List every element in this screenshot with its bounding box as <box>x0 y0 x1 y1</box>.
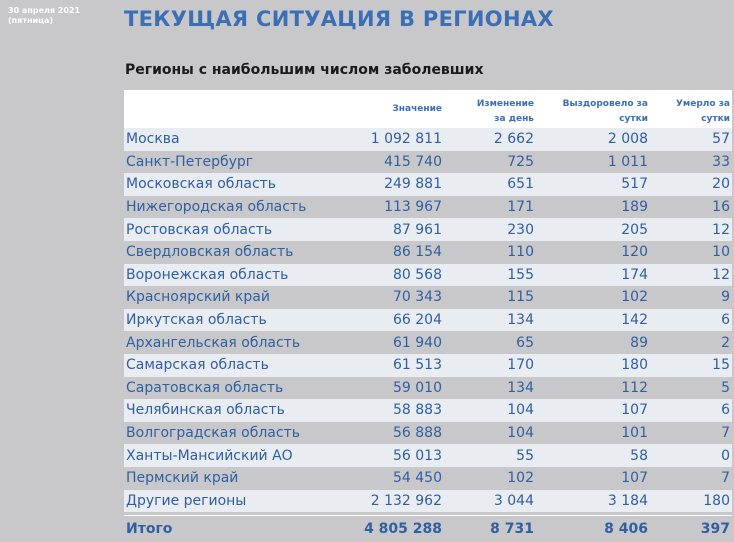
region-name: Санкт-Петербург <box>126 153 254 170</box>
deaths-cell: 57 <box>712 131 730 148</box>
region-name: Другие регионы <box>126 492 247 509</box>
recovered-cell: 101 <box>621 425 648 442</box>
col-header-value: Значение <box>392 104 442 114</box>
table-row <box>124 241 732 264</box>
table-header <box>124 90 732 128</box>
region-name: Челябинская область <box>126 402 285 419</box>
value-cell: 70 343 <box>393 289 442 306</box>
date-label <box>8 6 80 26</box>
table-body <box>124 128 732 512</box>
deaths-cell: 2 <box>721 334 730 351</box>
value-cell: 87 961 <box>393 221 442 238</box>
col-header-deaths <box>676 97 730 127</box>
total-change: 8 731 <box>490 521 534 538</box>
change-cell: 170 <box>507 357 534 374</box>
col-header-recovered-line2: сутки <box>619 114 648 124</box>
deaths-cell: 6 <box>721 402 730 419</box>
change-cell: 134 <box>507 312 534 329</box>
region-name: Архангельская область <box>126 334 301 351</box>
value-cell: 249 881 <box>384 176 442 193</box>
col-header-deaths-line2: сутки <box>701 114 730 124</box>
deaths-cell: 9 <box>721 289 730 306</box>
change-cell: 55 <box>516 447 534 464</box>
deaths-cell: 33 <box>712 153 730 170</box>
value-cell: 58 883 <box>393 402 442 419</box>
table-row <box>124 128 732 151</box>
recovered-cell: 189 <box>621 199 648 216</box>
change-cell: 651 <box>507 176 534 193</box>
recovered-cell: 120 <box>621 244 648 261</box>
total-deaths: 397 <box>700 521 730 538</box>
change-cell: 134 <box>507 379 534 396</box>
table-row <box>124 173 732 196</box>
change-cell: 104 <box>507 402 534 419</box>
change-cell: 65 <box>516 334 534 351</box>
col-header-change-line1: Изменение <box>476 99 534 109</box>
region-name: Красноярский край <box>126 289 270 306</box>
deaths-cell: 20 <box>712 176 730 193</box>
change-cell: 3 044 <box>493 492 534 509</box>
table-row <box>124 467 732 490</box>
total-recovered: 8 406 <box>604 521 648 538</box>
region-name: Москва <box>126 131 180 148</box>
table-row <box>124 331 732 354</box>
value-cell: 113 967 <box>384 199 442 216</box>
value-cell: 80 568 <box>393 266 442 283</box>
deaths-cell: 15 <box>712 357 730 374</box>
region-name: Волгоградская область <box>126 425 300 442</box>
total-row <box>124 515 732 542</box>
recovered-cell: 180 <box>621 357 648 374</box>
deaths-cell: 16 <box>712 199 730 216</box>
deaths-cell: 7 <box>721 470 730 487</box>
region-name: Саратовская область <box>126 379 284 396</box>
region-name: Московская область <box>126 176 277 193</box>
table-row <box>124 422 732 445</box>
deaths-cell: 7 <box>721 425 730 442</box>
total-label: Итого <box>126 521 173 538</box>
table-row <box>124 309 732 332</box>
region-name: Нижегородская область <box>126 199 307 216</box>
change-cell: 230 <box>507 221 534 238</box>
table-row <box>124 196 732 219</box>
table-row <box>124 354 732 377</box>
table-row <box>124 264 732 287</box>
weekday: (пятница) <box>8 16 54 25</box>
change-cell: 2 662 <box>493 131 534 148</box>
recovered-cell: 517 <box>621 176 648 193</box>
recovered-cell: 107 <box>621 470 648 487</box>
change-cell: 725 <box>507 153 534 170</box>
change-cell: 115 <box>507 289 534 306</box>
recovered-cell: 205 <box>621 221 648 238</box>
value-cell: 54 450 <box>393 470 442 487</box>
col-header-change <box>477 97 534 127</box>
region-name: Ханты-Мансийский АО <box>126 447 293 464</box>
value-cell: 61 513 <box>393 357 442 374</box>
page-title: ТЕКУЩАЯ СИТУАЦИЯ В РЕГИОНАХ <box>124 7 554 31</box>
region-name: Ростовская область <box>126 221 273 238</box>
recovered-cell: 107 <box>621 402 648 419</box>
col-header-recovered <box>563 97 648 127</box>
col-header-recovered-line1: Выздоровело за <box>562 99 648 109</box>
value-cell: 59 010 <box>393 379 442 396</box>
table-subtitle: Регионы с наибольшим числом заболевших <box>125 62 484 78</box>
region-name: Иркутская область <box>126 312 267 329</box>
deaths-cell: 6 <box>721 312 730 329</box>
date: 30 апреля 2021 <box>8 6 81 15</box>
change-cell: 155 <box>507 266 534 283</box>
recovered-cell: 112 <box>621 379 648 396</box>
table-row <box>124 151 732 174</box>
col-header-change-line2: за день <box>494 114 534 124</box>
table-row <box>124 399 732 422</box>
region-name: Пермский край <box>126 470 239 487</box>
deaths-cell: 12 <box>712 266 730 283</box>
value-cell: 415 740 <box>384 153 442 170</box>
deaths-cell: 0 <box>721 447 730 464</box>
value-cell: 56 013 <box>393 447 442 464</box>
value-cell: 66 204 <box>393 312 442 329</box>
deaths-cell: 10 <box>712 244 730 261</box>
change-cell: 102 <box>507 470 534 487</box>
recovered-cell: 174 <box>621 266 648 283</box>
col-header-deaths-line1: Умерло за <box>675 99 730 109</box>
table-row <box>124 218 732 241</box>
recovered-cell: 3 184 <box>607 492 648 509</box>
table-row <box>124 286 732 309</box>
recovered-cell: 1 011 <box>607 153 648 170</box>
deaths-cell: 12 <box>712 221 730 238</box>
value-cell: 2 132 962 <box>370 492 442 509</box>
table-row <box>124 444 732 467</box>
recovered-cell: 142 <box>621 312 648 329</box>
total-value: 4 805 288 <box>364 521 442 538</box>
recovered-cell: 102 <box>621 289 648 306</box>
regions-table <box>124 90 732 542</box>
recovered-cell: 58 <box>630 447 648 464</box>
deaths-cell: 5 <box>721 379 730 396</box>
change-cell: 171 <box>507 199 534 216</box>
table-row <box>124 377 732 400</box>
region-name: Самарская область <box>126 357 269 374</box>
value-cell: 86 154 <box>393 244 442 261</box>
region-name: Воронежская область <box>126 266 289 283</box>
table-row <box>124 490 732 513</box>
recovered-cell: 89 <box>630 334 648 351</box>
value-cell: 1 092 811 <box>370 131 442 148</box>
deaths-cell: 180 <box>703 492 730 509</box>
recovered-cell: 2 008 <box>607 131 648 148</box>
value-cell: 61 940 <box>393 334 442 351</box>
region-name: Свердловская область <box>126 244 294 261</box>
change-cell: 104 <box>507 425 534 442</box>
change-cell: 110 <box>507 244 534 261</box>
value-cell: 56 888 <box>393 425 442 442</box>
